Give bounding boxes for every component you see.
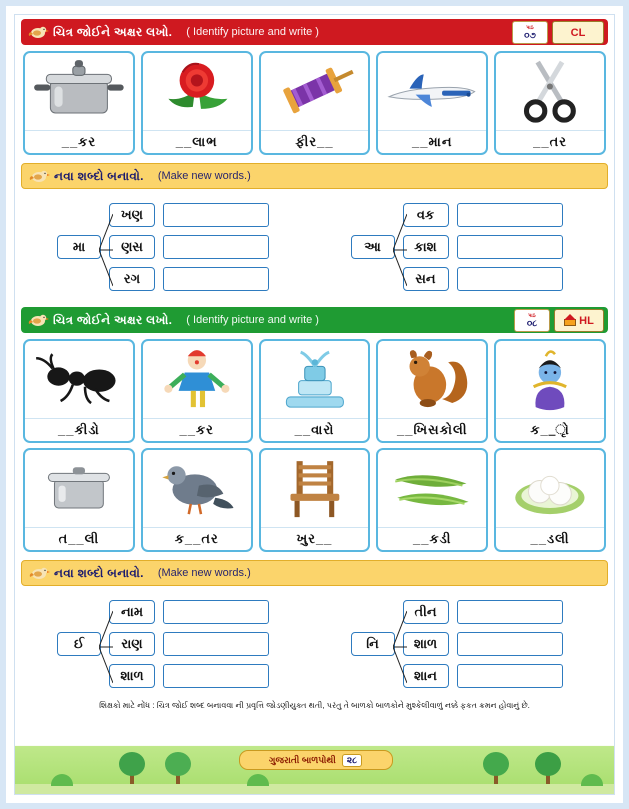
syllable-box: ણસ — [109, 235, 155, 259]
word-tree-row — [109, 599, 315, 625]
lesson-code-badge — [554, 309, 604, 332]
bush-icon — [581, 774, 603, 786]
word-tree-row — [109, 631, 315, 657]
answer-input[interactable] — [457, 267, 563, 291]
picture-card — [376, 339, 488, 443]
section-2-title: નવા શબ્દો બનાવો. — [54, 168, 144, 183]
syllable-box: ખણ — [109, 203, 155, 227]
picture-card — [376, 51, 488, 155]
rasgulla-icon — [496, 450, 604, 527]
word-tree — [315, 594, 609, 694]
syllable-box: શાળ — [109, 664, 155, 688]
rose-flower-icon — [143, 53, 251, 130]
word-tree-row — [109, 663, 315, 689]
krishna-icon — [496, 341, 604, 418]
picture-card — [141, 51, 253, 155]
footer-road — [15, 784, 614, 794]
squirrel-icon — [378, 341, 486, 418]
pigeon-icon — [143, 450, 251, 527]
syllable-box: નામ — [109, 600, 155, 624]
picture-card-label: __કર — [25, 130, 133, 153]
picture-card — [259, 448, 371, 552]
syllable-box: શાન — [403, 664, 449, 688]
word-tree-branches — [403, 202, 609, 292]
picture-card — [259, 339, 371, 443]
answer-input[interactable] — [163, 235, 269, 259]
answer-input[interactable] — [457, 600, 563, 624]
word-tree-root: મા — [57, 235, 101, 259]
answer-input[interactable] — [163, 632, 269, 656]
picture-card — [494, 339, 606, 443]
word-tree-row — [109, 266, 315, 292]
word-tree — [21, 197, 315, 297]
cucumber-icon — [378, 450, 486, 527]
picture-card-label: __માન — [378, 130, 486, 153]
word-tree — [21, 594, 315, 694]
picture-card — [23, 448, 135, 552]
word-tree-row — [109, 202, 315, 228]
section-4-title: નવા શબ્દો બનાવો. — [54, 565, 144, 580]
section-4-subtitle: (Make new words.) — [157, 567, 251, 579]
section-3-subtitle: ( Identify picture and write ) — [186, 314, 319, 326]
answer-input[interactable] — [163, 600, 269, 624]
syllable-box: સન — [403, 267, 449, 291]
picture-card — [494, 448, 606, 552]
tree-icon — [119, 750, 145, 784]
picture-card — [141, 448, 253, 552]
answer-input[interactable] — [163, 267, 269, 291]
word-tree-row-1 — [21, 197, 608, 297]
syllable-box: રાણ — [109, 632, 155, 656]
word-tree-branches — [403, 599, 609, 689]
lesson-code-text: HL — [579, 314, 594, 327]
branch-connector — [99, 202, 113, 292]
syllable-box: રગ — [109, 267, 155, 291]
picture-card — [259, 51, 371, 155]
picture-card — [23, 51, 135, 155]
word-tree-row — [403, 631, 609, 657]
answer-input[interactable] — [457, 203, 563, 227]
picture-card-row-2 — [23, 339, 606, 443]
syllable-box: તીન — [403, 600, 449, 624]
answer-input[interactable] — [163, 203, 269, 227]
teacher-note: શિક્ષકો માટે નોંધ : ચિત્ર જોઈ શબ્દ બનાવવા ની પ્રવૃત્તિ જોડણીયુક્ત થતી, પરંતુ તે બાળકો બાળકોને મુશ્કેલીવાળું નક્કે ફકત ક્રમન હોવાનું છે. — [99, 701, 530, 710]
lesson-badge-top: પાઠ — [526, 24, 534, 31]
section-2-header — [21, 163, 608, 189]
word-tree-row — [403, 599, 609, 625]
section-3-header — [21, 307, 608, 333]
page-number: ૨૮ — [342, 754, 362, 767]
word-tree-branches — [109, 202, 315, 292]
bird-icon — [27, 311, 49, 329]
section-1-subtitle: ( Identify picture and write ) — [186, 26, 319, 38]
picture-card — [494, 51, 606, 155]
word-tree-row — [403, 266, 609, 292]
lesson-badge-top: પાઠ — [528, 312, 536, 319]
picture-card-row-1 — [23, 51, 606, 155]
pressure-cooker-icon — [25, 53, 133, 130]
tree-icon — [165, 750, 191, 784]
lesson-badge-number: ૦૭ — [524, 29, 536, 40]
picture-card-label: ફીર__ — [261, 130, 369, 153]
bush-icon — [51, 774, 73, 786]
lesson-badge-number: ૦૮ — [526, 317, 538, 328]
picture-card-label: __તર — [496, 130, 604, 153]
word-tree-row — [109, 234, 315, 260]
word-tree-branches — [109, 599, 315, 689]
section-1-badges — [512, 21, 604, 44]
answer-input[interactable] — [457, 235, 563, 259]
word-tree-row-2 — [21, 594, 608, 694]
word-tree — [315, 197, 609, 297]
picture-card-label: ખુર__ — [261, 527, 369, 550]
chair-icon — [261, 450, 369, 527]
thread-spool-icon — [261, 53, 369, 130]
picture-card-label: ક__ૃો — [496, 418, 604, 441]
picture-card — [376, 448, 488, 552]
syllable-box: કાશ — [403, 235, 449, 259]
fountain-icon — [261, 341, 369, 418]
branch-connector — [393, 599, 407, 689]
picture-card-label: ક__તર — [143, 527, 251, 550]
section-1-title: ચિત્ર જોઈને અક્ષર લખો. — [53, 24, 173, 39]
tree-icon — [483, 750, 509, 784]
bird-icon — [27, 23, 49, 41]
answer-input[interactable] — [457, 632, 563, 656]
footer-title-plate — [239, 750, 393, 770]
steel-pot-icon — [25, 450, 133, 527]
branch-connector — [99, 599, 113, 689]
tree-icon — [535, 750, 561, 784]
answer-input[interactable] — [457, 664, 563, 688]
footer-scenery — [15, 732, 614, 794]
house-icon — [564, 315, 576, 326]
footer-book-title: ગુજરાતી બાળપોથી — [268, 754, 336, 765]
section-3-title: ચિત્ર જોઈને અક્ષર લખો. — [53, 312, 173, 327]
worksheet-sheet — [14, 14, 615, 795]
syllable-box: શાળ — [403, 632, 449, 656]
section-2-subtitle: (Make new words.) — [157, 170, 251, 182]
picture-card-label: __કડી — [378, 527, 486, 550]
picture-card-label: __ખિસકોલી — [378, 418, 486, 441]
section-3-badges — [514, 309, 604, 332]
lesson-badge — [512, 21, 548, 44]
picture-card — [23, 339, 135, 443]
word-tree-row — [403, 202, 609, 228]
lesson-code-badge: CL — [552, 21, 604, 44]
picture-card-label: __વારો — [261, 418, 369, 441]
word-tree-row — [403, 234, 609, 260]
picture-card-label: ત__લી — [25, 527, 133, 550]
section-1-header — [21, 19, 608, 45]
picture-card-label: __કીડો — [25, 418, 133, 441]
ant-icon — [25, 341, 133, 418]
scissors-icon — [496, 53, 604, 130]
word-tree-root: ઈ — [57, 632, 101, 656]
picture-card-label: __કર — [143, 418, 251, 441]
bush-icon — [247, 774, 269, 786]
airplane-icon — [378, 53, 486, 130]
picture-card-label: __ડલી — [496, 527, 604, 550]
word-tree-row — [403, 663, 609, 689]
bird-icon — [28, 564, 50, 582]
bird-icon — [28, 167, 50, 185]
lesson-badge — [514, 309, 550, 332]
picture-card — [141, 339, 253, 443]
picture-card-label: __લાભ — [143, 130, 251, 153]
joker-icon — [143, 341, 251, 418]
word-tree-root: આ — [351, 235, 395, 259]
word-tree-root: નિ — [351, 632, 395, 656]
section-4-header — [21, 560, 608, 586]
branch-connector — [393, 202, 407, 292]
picture-card-row-3 — [23, 448, 606, 552]
syllable-box: વક — [403, 203, 449, 227]
answer-input[interactable] — [163, 664, 269, 688]
